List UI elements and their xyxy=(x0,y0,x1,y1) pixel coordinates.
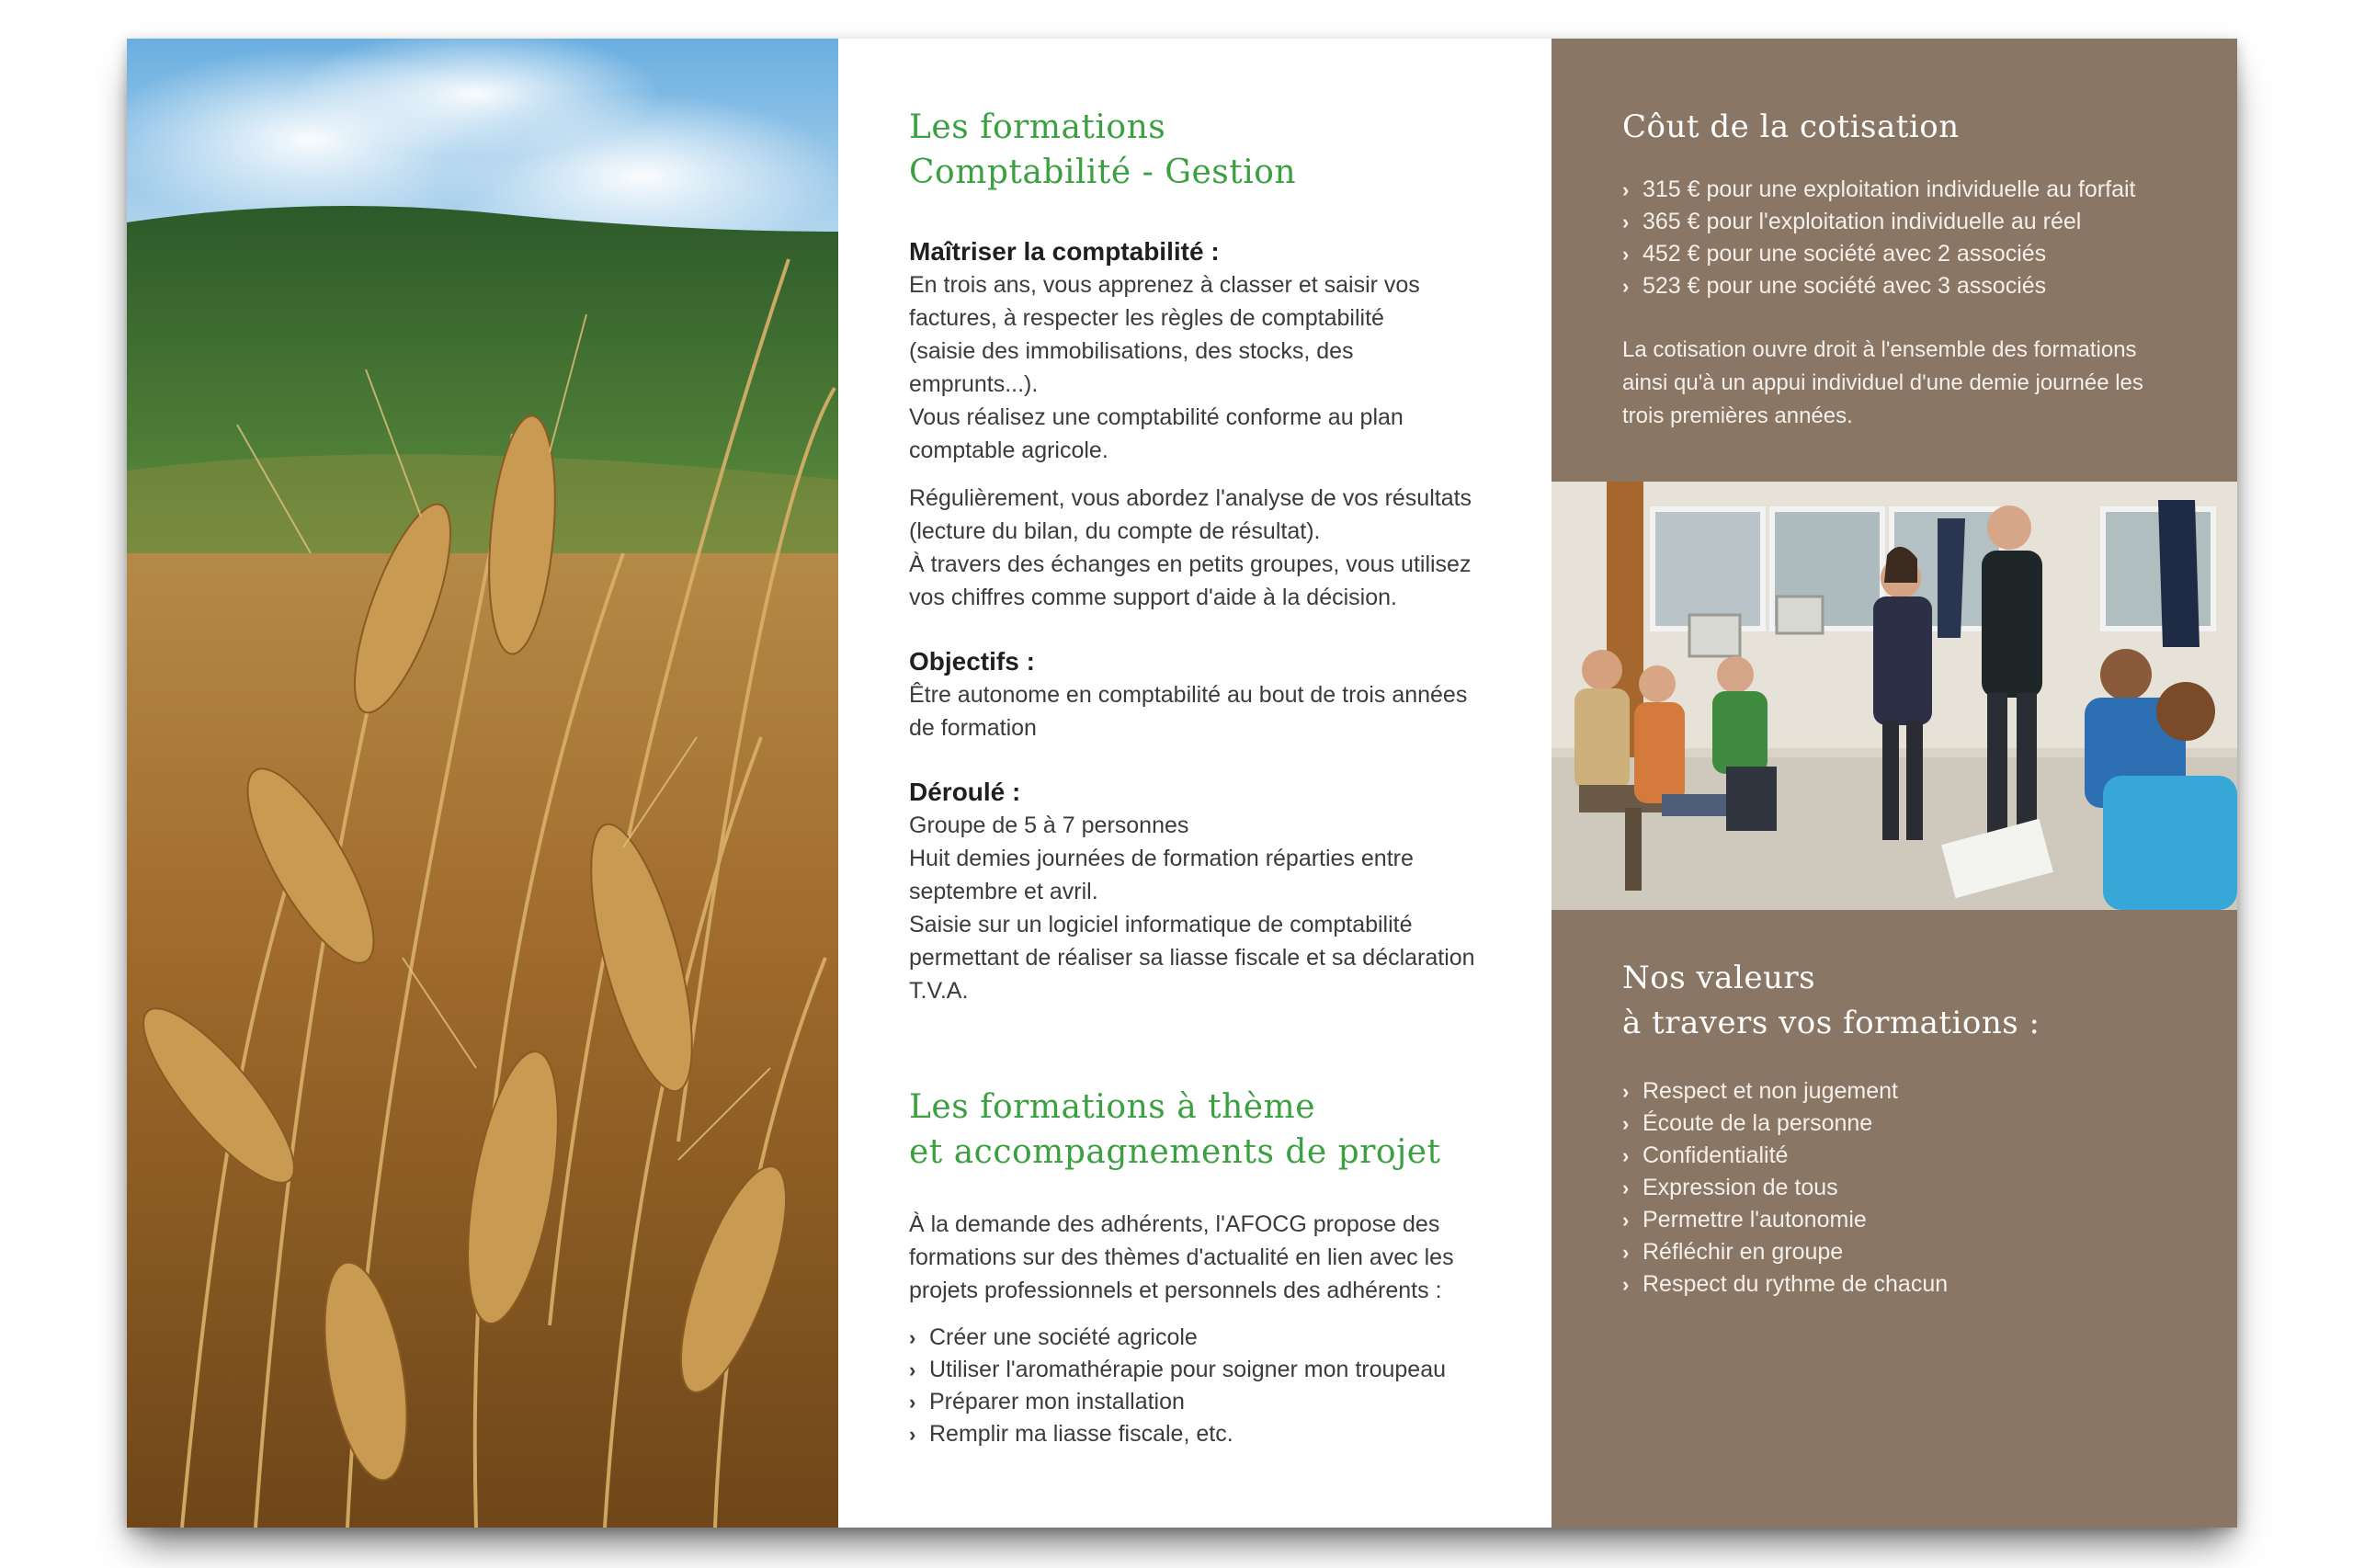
cotisation-panel xyxy=(1552,39,2237,1528)
maitriser-paragraph-2: Régulièrement, vous abordez l'analyse de vos résultats (lecture du bilan, du compte de résultat). À travers des échanges en petits groupes, vous utilisez vos chiffres comme support d'aide à la décision. xyxy=(909,485,1472,610)
list-item: › Expression de tous xyxy=(1622,1172,2191,1204)
chevron-right-icon: › xyxy=(1622,1144,1630,1167)
theme-list xyxy=(909,1322,1487,1450)
valeurs-list xyxy=(1622,1075,2191,1301)
theme-intro: À la demande des adhérents, l'AFOCG propose des formations sur des thèmes d'actualité en lien avec les projets professionnels et personnels des adhérents : xyxy=(909,1211,1454,1303)
maitriser-paragraph-1: En trois ans, vous apprenez à classer et saisir vos factures, à respecter les règles de comptabilité (saisie des immobilisations, des stocks, des emprunts...). Vous réalisez une comptabilité conforme au plan comptable agricole. xyxy=(909,272,1420,463)
list-item: › Remplir ma liasse fiscale, etc. xyxy=(909,1418,1487,1450)
deroule-paragraph: Groupe de 5 à 7 personnes Huit demies journées de formation réparties entre septembre et avril. Saisie sur un logiciel informatique de comptabilité permettant de réaliser sa liasse fiscale et sa déclaration T.V.A. xyxy=(909,812,1475,1004)
theme-title-line1: Les formations à thème xyxy=(909,1088,1315,1126)
list-item: › Respect et non jugement xyxy=(1622,1075,2191,1108)
valeurs-title-line1: Nos valeurs xyxy=(1622,960,1816,996)
chevron-right-icon: › xyxy=(1622,275,1630,298)
formations-title-line1: Les formations xyxy=(909,108,1166,146)
list-item: › Réfléchir en groupe xyxy=(1622,1236,2191,1268)
chevron-right-icon: › xyxy=(909,1423,916,1446)
formations-title xyxy=(909,105,1487,195)
chevron-right-icon: › xyxy=(1622,1273,1630,1296)
list-item: › Respect du rythme de chacun xyxy=(1622,1268,2191,1301)
theme-title-line2: et accompagnements de projet xyxy=(909,1133,1441,1171)
chevron-right-icon: › xyxy=(1622,178,1630,201)
chevron-right-icon: › xyxy=(1622,210,1630,233)
chevron-right-icon: › xyxy=(1622,243,1630,266)
list-item: › 452 € pour une société avec 2 associés xyxy=(1622,238,2182,270)
chevron-right-icon: › xyxy=(909,1326,916,1349)
list-item: › Créer une société agricole xyxy=(909,1322,1487,1354)
formations-title-line2: Comptabilité - Gestion xyxy=(909,153,1297,191)
chevron-right-icon: › xyxy=(1622,1176,1630,1199)
chevron-right-icon: › xyxy=(1622,1209,1630,1232)
list-item: › 315 € pour une exploitation individuelle au forfait xyxy=(1622,174,2182,206)
list-item: › Confidentialité xyxy=(1622,1140,2191,1172)
deroule-heading: Déroulé : xyxy=(909,778,1021,806)
formations-panel xyxy=(838,39,1552,1528)
list-item: › Permettre l'autonomie xyxy=(1622,1204,2191,1236)
list-item: › Utiliser l'aromathérapie pour soigner mon troupeau xyxy=(909,1354,1487,1386)
list-item: › 365 € pour l'exploitation individuelle au réel xyxy=(1622,206,2182,238)
list-item: › Préparer mon installation xyxy=(909,1386,1487,1418)
theme-title xyxy=(909,1085,1487,1175)
valeurs-title-line2: à travers vos formations : xyxy=(1622,1005,2040,1041)
objectifs-paragraph: Être autonome en comptabilité au bout de trois années de formation xyxy=(909,682,1468,741)
chevron-right-icon: › xyxy=(1622,1241,1630,1264)
brochure-spread xyxy=(127,39,2237,1528)
list-item: › 523 € pour une société avec 3 associés xyxy=(1622,270,2182,302)
chevron-right-icon: › xyxy=(1622,1112,1630,1135)
chevron-right-icon: › xyxy=(1622,1080,1630,1103)
cotisation-title: Côut de la cotisation xyxy=(1622,108,1960,145)
training-group-photo xyxy=(1552,482,2237,910)
valeurs-title xyxy=(1622,956,2191,1046)
chevron-right-icon: › xyxy=(909,1358,916,1381)
wheat-field-photo xyxy=(127,39,838,1528)
maitriser-heading: Maîtriser la comptabilité : xyxy=(909,237,1220,266)
cotisation-list xyxy=(1622,174,2182,302)
objectifs-heading: Objectifs : xyxy=(909,647,1035,676)
chevron-right-icon: › xyxy=(909,1391,916,1414)
cotisation-note: La cotisation ouvre droit à l'ensemble des formations ainsi qu'à un appui individuel d'une demie journée les trois premières années. xyxy=(1622,337,2143,428)
list-item: › Écoute de la personne xyxy=(1622,1108,2191,1140)
